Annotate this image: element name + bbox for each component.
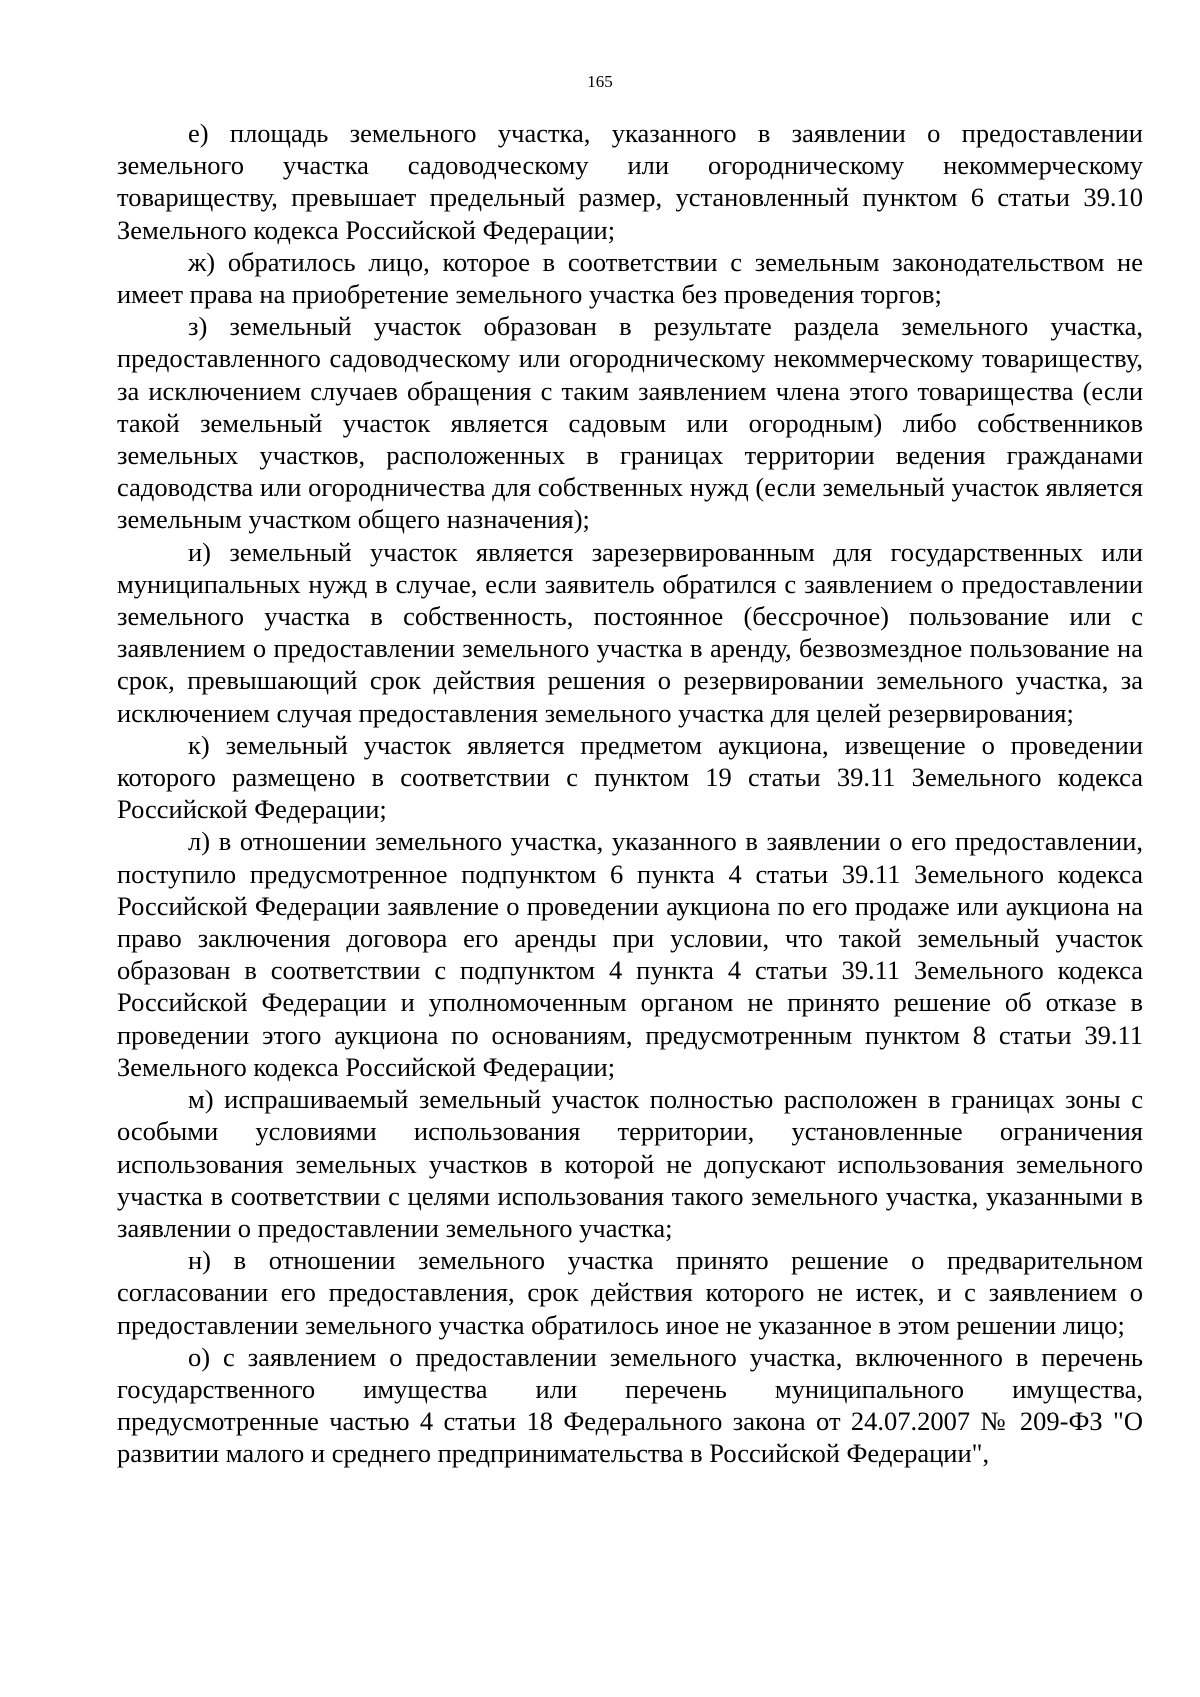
- paragraph-n: н) в отношении земельного участка принято решение о предварительном согласовании его предоставления, срок действия которого не истек, и с заявлением о предоставлении земельного участка обратилось иное не указанное в этом решении лицо;: [117, 1245, 1143, 1340]
- paragraph-l: л) в отношении земельного участка, указанного в заявлении о его предоставлении, поступило предусмотренное подпунктом 6 пункта 4 статьи 39.11 Земельного кодекса Российской Федерации заявление о проведении аукциона по его продаже или аукциона на право заключения договора его аренды при условии, что такой земельный участок образован в соответствии с подпунктом 4 пункта 4 статьи 39.11 Земельного кодекса Российской Федерации и уполномоченным органом не принято решение об отказе в проведении этого аукциона по основаниям, предусмотренным пунктом 8 статьи 39.11 Земельного кодекса Российской Федерации;: [117, 826, 1143, 1082]
- page-number: 165: [587, 72, 613, 91]
- paragraph-k: к) земельный участок является предметом аукциона, извещение о проведении которого размещено в соответствии с пунктом 19 статьи 39.11 Земельного кодекса Российской Федерации;: [117, 729, 1143, 825]
- paragraph-i: и) земельный участок является зарезервированным для государственных или муниципальных нужд в случае, если заявитель обратился с заявлением о предоставлении земельного участка в собственность, постоянное (бессрочное) пользование или с заявлением о предоставлении земельного участка в аренду, безвозмездное пользование на срок, превышающий срок действия решения о резервировании земельного участка, за исключением случая предоставления земельного участка для целей резервирования;: [117, 536, 1143, 728]
- paragraph-zh: ж) обратилось лицо, которое в соответствии с земельным законодательством не имеет права на приобретение земельного участка без проведения торгов;: [117, 246, 1143, 310]
- paragraph-e: е) площадь земельного участка, указанного в заявлении о предоставлении земельного участка садоводческому или огородническому некоммерческому товариществу, превышает предельный размер, установленный пунктом 6 статьи 39.10 Земельного кодекса Российской Федерации;: [117, 118, 1143, 245]
- paragraph-z: з) земельный участок образован в результате раздела земельного участка, предоставленного садоводческому или огородническому некоммерческому товариществу, за исключением случаев обращения с таким заявлением члена этого товарищества (если такой земельный участок является садовым или огородным) либо собственников земельных участков, расположенных в границах территории ведения гражданами садоводства или огородничества для собственных нужд (если земельный участок является земельным участком общего назначения);: [117, 311, 1143, 535]
- document-body: [117, 117, 1143, 1470]
- paragraph-o: о) с заявлением о предоставлении земельного участка, включенного в перечень государственного имущества или перечень муниципального имущества, предусмотренные частью 4 статьи 18 Федерального закона от 24.07.2007 № 209-ФЗ "О развитии малого и среднего предпринимательства в Российской Федерации",: [117, 1341, 1143, 1469]
- paragraph-m: м) испрашиваемый земельный участок полностью расположен в границах зоны с особыми условиями использования территории, установленные ограничения использования земельных участков в которой не допускают использования земельного участка в соответствии с целями использования такого земельного участка, указанными в заявлении о предоставлении земельного участка;: [117, 1084, 1143, 1243]
